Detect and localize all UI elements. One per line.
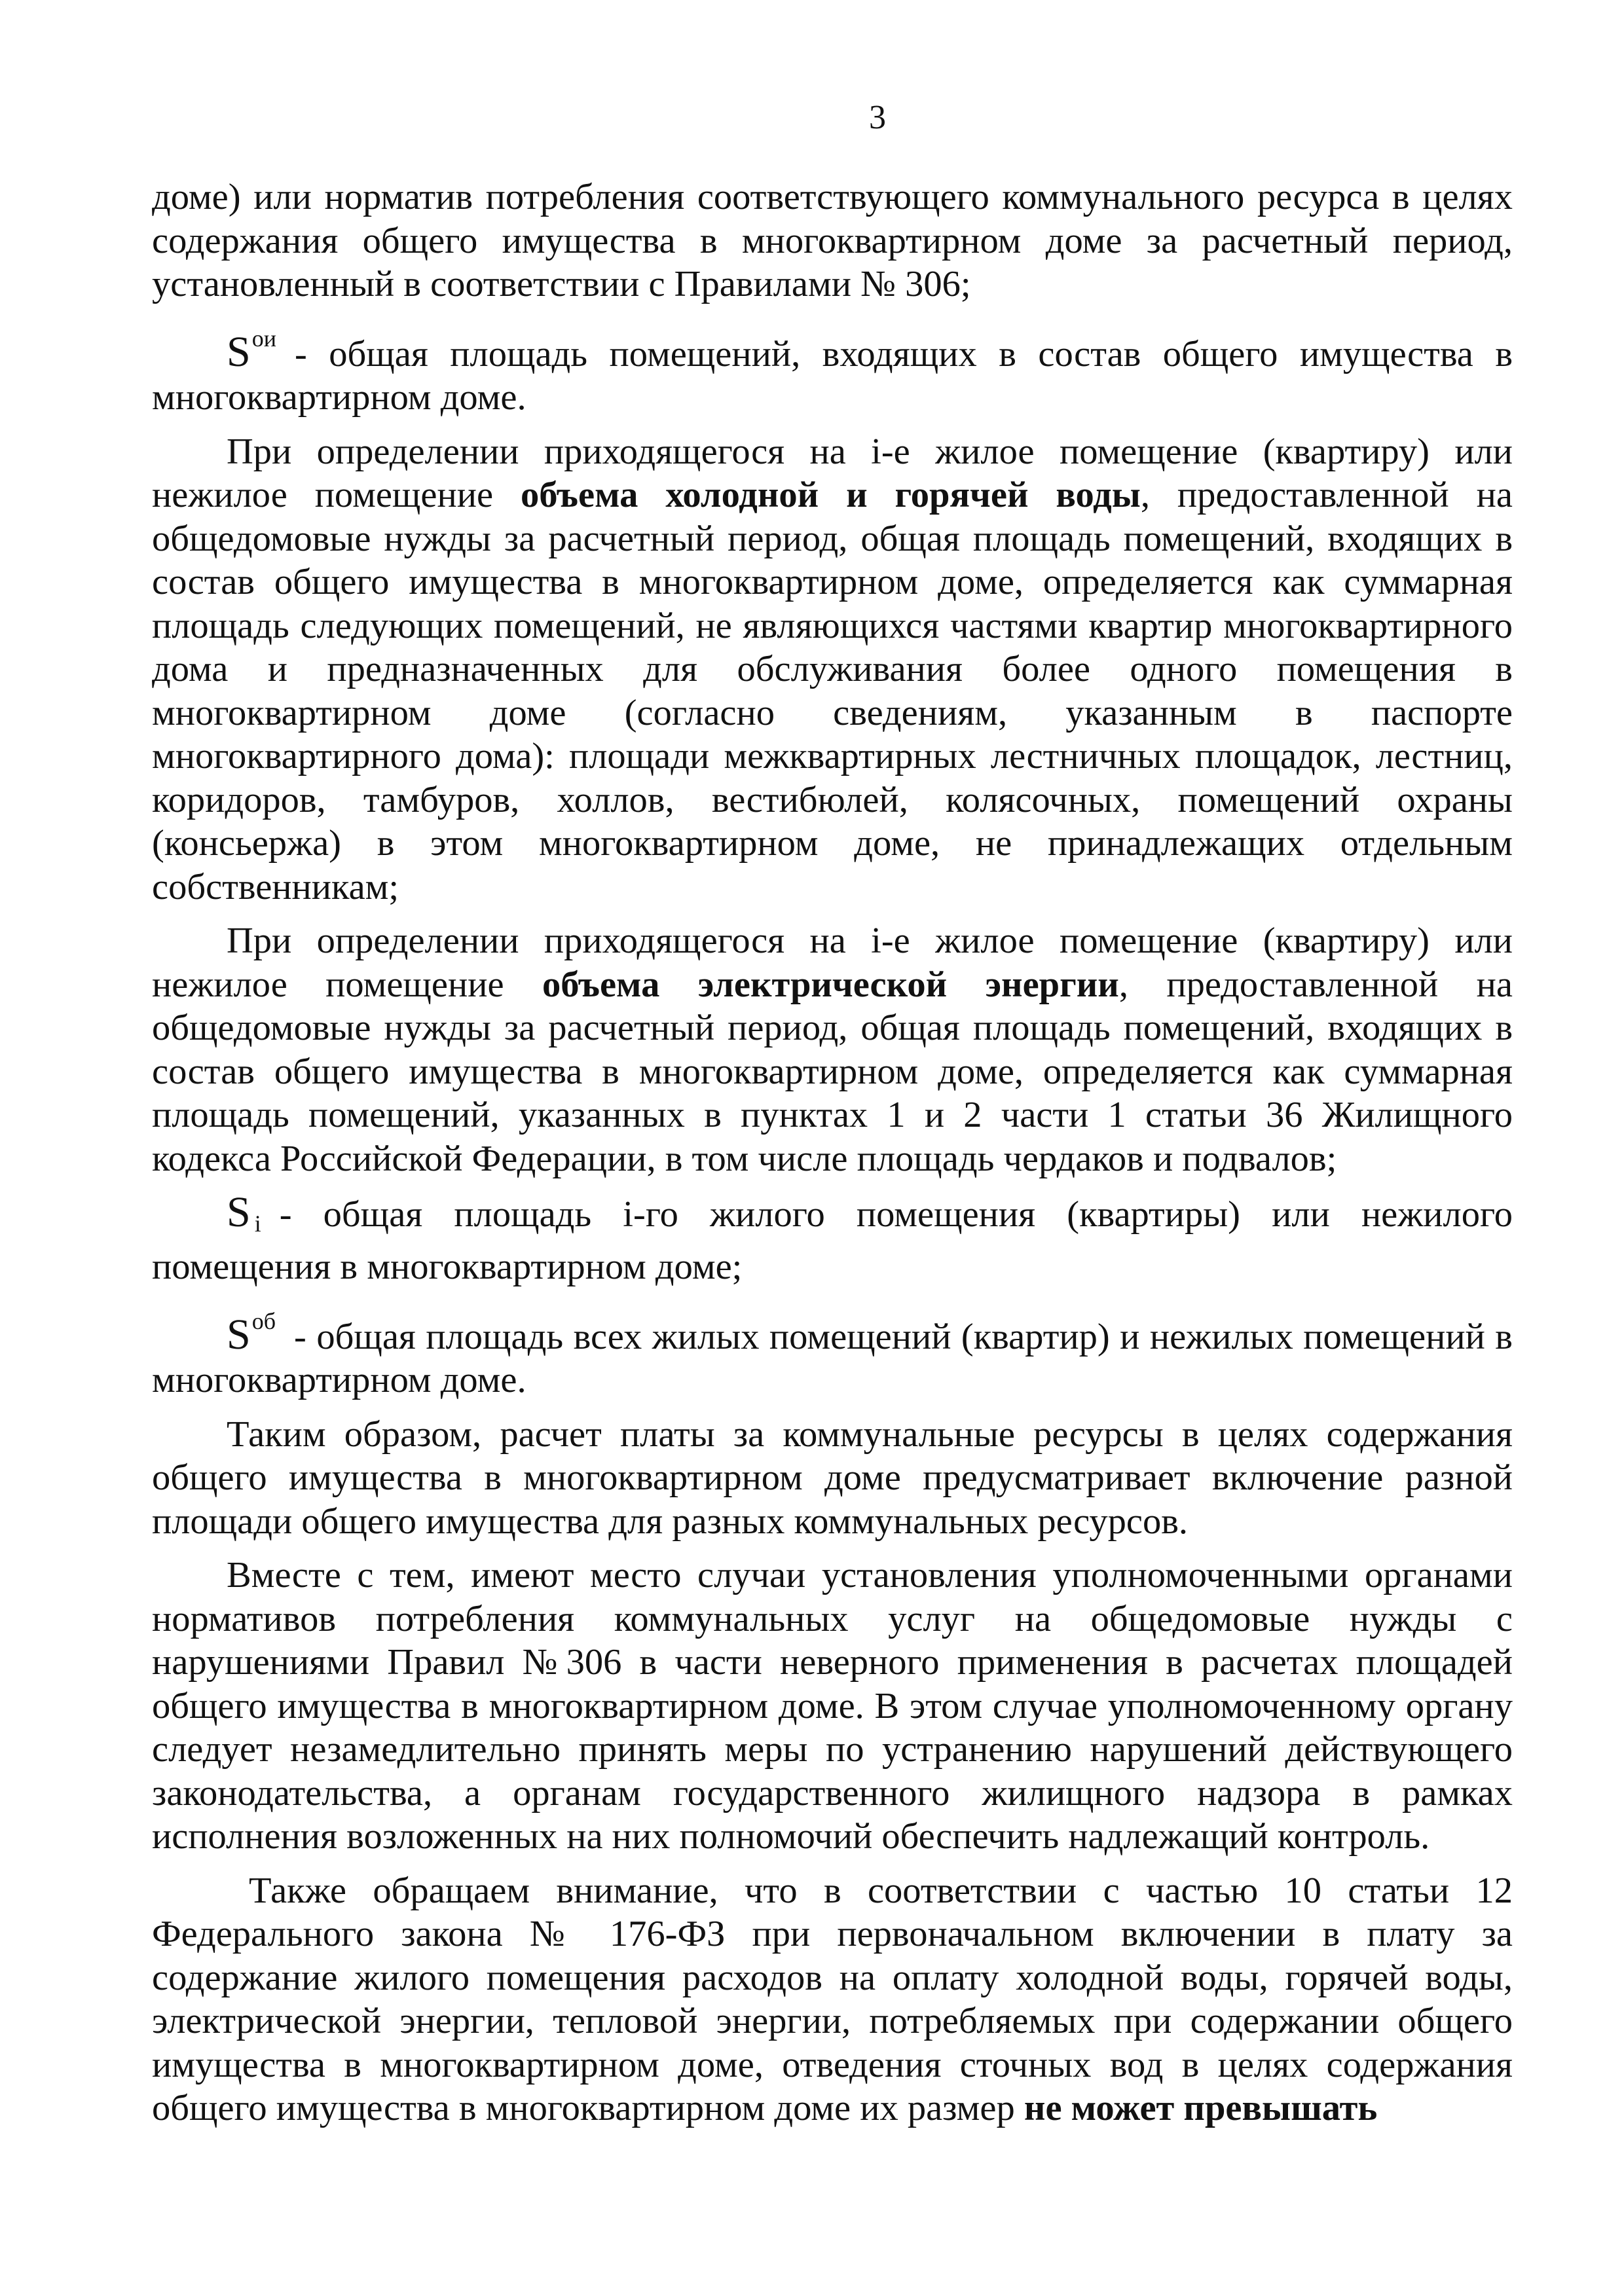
page-number: 3 (869, 99, 886, 136)
s-oi-definition-text: - общая площадь помещений, входящих в состав общего имущества в многоквартирном доме. (152, 333, 1513, 418)
document-body (152, 175, 1513, 2130)
paragraph-s-ob-definition (152, 1300, 1513, 1402)
s-i-definition-text: - общая площадь i-го жилого помещения (квартиры) или нежилого помещения в многоквартирном доме; (152, 1194, 1513, 1287)
paragraph-electricity-volume: При определении приходящегося на i-е жилое помещение (квартиру) или нежилое помещение объема электрической энергии, предоставленной на общедомовые нужды за расчетный период, общая площадь помещений, входящих в состав общего имущества в многоквартирном доме, определяется как суммарная площадь помещений, указанных в пунктах 1 и 2 части 1 статьи 36 Жилищного кодекса Российской Федерации, в том числе площадь чердаков и подвалов; (152, 920, 1513, 1179)
paragraph-conclusion: Таким образом, расчет платы за коммунальные ресурсы в целях содержания общего имущества в многоквартирном доме предусматривает включение разной площади общего имущества для разных коммунальных ресурсов. (152, 1413, 1513, 1542)
bold-cannot-exceed: не может превышать (1024, 2088, 1378, 2128)
symbol-s-ob: $S^{об}$ (227, 1307, 276, 1358)
symbol-s-oi: $S^{ои}$ (227, 325, 276, 376)
bold-water-volume: объема холодной и горячей воды (520, 475, 1141, 515)
paragraph-continuation: доме) или норматив потребления соответствующего коммунального ресурса в целях содержания общего имущества в многоквартирном доме за расчетный период, установленный в соответствии с Правилами № 306; (152, 177, 1513, 304)
paragraph-s-oi-definition (152, 317, 1513, 420)
symbol-s-i: S $_i$ (227, 1188, 261, 1237)
paragraph-s-i-definition (152, 1188, 1513, 1289)
s-ob-definition-text: - общая площадь всех жилых помещений (квартир) и нежилых помещений в многоквартирном доме. (152, 1316, 1513, 1400)
paragraph-violations: Вместе с тем, имеют место случаи установления уполномоченными органами нормативов потребления коммунальных услуг на общедомовые нужды с нарушениями Правил №306 в части неверного применения в расчетах площадей общего имущества в многоквартирном доме. В этом случае уполномоченному органу следует незамедлительно принять меры по устранению нарушений действующего законодательства, а органам государственного жилищного надзора в рамках исполнения возложенных на них полномочий обеспечить надлежащий контроль. (152, 1555, 1513, 1857)
paragraph-law-176: Также обращаем внимание, что в соответствии с частью 10 статьи 12 Федерального закона № 176-ФЗ при первоначальном включении в плату за содержание жилого помещения расходов на оплату холодной воды, горячей воды, электрической энергии, тепловой энергии, потребляемых при содержании общего имущества в многоквартирном доме, отведения сточных вод в целях содержания общего имущества в многоквартирном доме их размер не может превышать (152, 1870, 1513, 2128)
bold-electricity-volume: объема электрической энергии (542, 964, 1119, 1005)
paragraph-water-volume: При определении приходящегося на i-е жилое помещение (квартиру) или нежилое помещение объема холодной и горячей воды, предоставленной на общедомовые нужды за расчетный период, общая площадь помещений, входящих в состав общего имущества в многоквартирном доме, определяется как суммарная площадь следующих помещений, не являющихся частями квартир многоквартирного дома и предназначенных для обслуживания более одного помещения в многоквартирном доме (согласно сведениям, указанным в паспорте многоквартирного дома): площади межквартирных лестничных площадок, лестниц, коридоров, тамбуров, холлов, вестибюлей, колясочных, помещений охраны (консьержа) в этом многоквартирном доме, не принадлежащих отдельным собственникам; (152, 431, 1513, 907)
